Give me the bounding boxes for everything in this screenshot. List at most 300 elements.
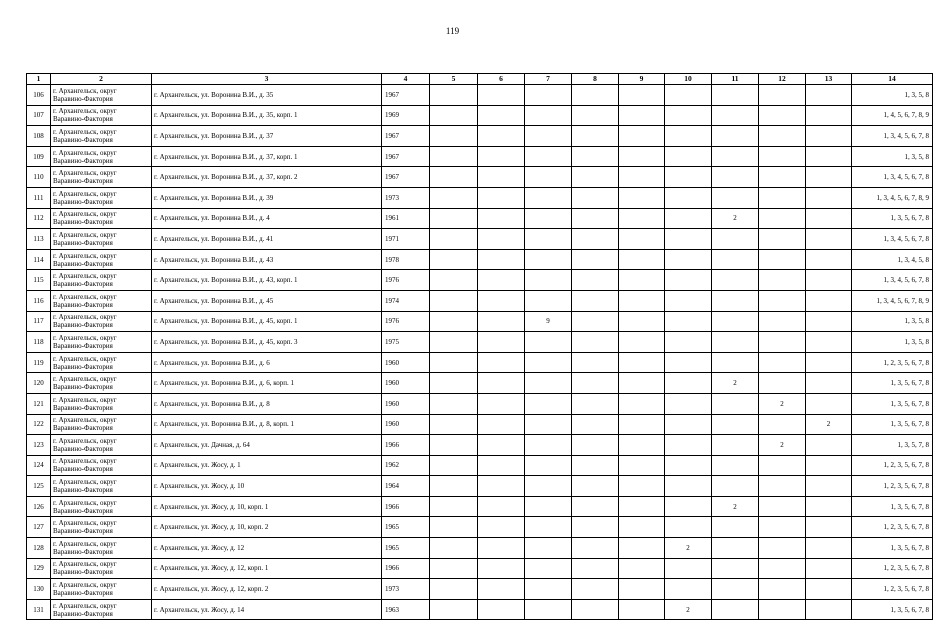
address-cell: г. Архангельск, ул. Воронина В.И., д. 45, корп. 3 [152, 332, 382, 353]
col12-cell [759, 373, 806, 394]
col12-cell [759, 290, 806, 311]
col6-cell [478, 146, 525, 167]
col6-cell [478, 414, 525, 435]
col5-cell [430, 249, 478, 270]
year-cell: 1976 [382, 270, 430, 291]
district-cell: г. Архангельск, округ Варавино-Фактория [51, 352, 152, 373]
address-cell: г. Архангельск, ул. Воронина В.И., д. 35, корп. 1 [152, 105, 382, 126]
col13-cell [806, 85, 852, 106]
col9-cell [619, 476, 665, 497]
col12-cell [759, 229, 806, 250]
col13-cell [806, 455, 852, 476]
col13-cell [806, 373, 852, 394]
district-cell: г. Архангельск, округ Варавино-Фактория [51, 208, 152, 229]
district-cell: г. Архангельск, округ Варавино-Фактория [51, 146, 152, 167]
col11-cell [712, 85, 759, 106]
col7-cell [525, 167, 572, 188]
col9-cell [619, 126, 665, 147]
col8-cell [572, 146, 619, 167]
district-cell: г. Архангельск, округ Варавино-Фактория [51, 187, 152, 208]
col11-cell [712, 229, 759, 250]
address-cell: г. Архангельск, ул. Жосу, д. 10, корп. 1 [152, 496, 382, 517]
col7-cell [525, 455, 572, 476]
col5-cell [430, 455, 478, 476]
district-cell: г. Архангельск, округ Варавино-Фактория [51, 558, 152, 579]
col9-cell [619, 352, 665, 373]
year-cell: 1960 [382, 414, 430, 435]
col11-cell: 2 [712, 373, 759, 394]
col5-cell [430, 352, 478, 373]
row-number: 123 [27, 435, 51, 456]
col12-cell [759, 538, 806, 559]
col10-cell [665, 352, 712, 373]
col11-cell [712, 290, 759, 311]
col14-cell [852, 229, 933, 250]
col14-text: 1, 3, 4, 5, 6, 7, 8, 9 [876, 193, 929, 202]
address-cell: г. Архангельск, ул. Воронина В.И., д. 6 [152, 352, 382, 373]
column-header: 7 [525, 74, 572, 85]
column-header: 9 [619, 74, 665, 85]
col6-cell [478, 249, 525, 270]
column-header: 1 [27, 74, 51, 85]
table-row [27, 414, 933, 435]
col10-cell [665, 249, 712, 270]
col8-cell [572, 126, 619, 147]
row-number: 122 [27, 414, 51, 435]
col12-cell [759, 414, 806, 435]
col14-text: 1, 3, 5, 8 [904, 337, 929, 346]
col9-cell [619, 332, 665, 353]
housing-table [26, 73, 933, 620]
col5-cell [430, 105, 478, 126]
col6-cell [478, 599, 525, 620]
table-row [27, 558, 933, 579]
row-number: 128 [27, 538, 51, 559]
row-number: 117 [27, 311, 51, 332]
col10-cell [665, 393, 712, 414]
col5-cell [430, 579, 478, 600]
col8-cell [572, 558, 619, 579]
col9-cell [619, 455, 665, 476]
col7-cell [525, 579, 572, 600]
col12-cell [759, 105, 806, 126]
year-cell: 1960 [382, 373, 430, 394]
col5-cell [430, 435, 478, 456]
col12-cell [759, 208, 806, 229]
col10-cell [665, 455, 712, 476]
col12-cell: 2 [759, 435, 806, 456]
year-cell: 1969 [382, 105, 430, 126]
col5-cell [430, 599, 478, 620]
col5-cell [430, 538, 478, 559]
col11-cell [712, 167, 759, 188]
district-cell: г. Архангельск, округ Варавино-Фактория [51, 373, 152, 394]
col13-cell [806, 599, 852, 620]
col11-cell [712, 352, 759, 373]
col13-cell [806, 435, 852, 456]
col7-cell [525, 332, 572, 353]
col10-cell [665, 105, 712, 126]
table-row [27, 187, 933, 208]
col7-cell [525, 373, 572, 394]
col10-cell [665, 414, 712, 435]
column-header: 13 [806, 74, 852, 85]
col5-cell [430, 126, 478, 147]
address-cell: г. Архангельск, ул. Жосу, д. 1 [152, 455, 382, 476]
address-cell: г. Архангельск, ул. Воронина В.И., д. 8, корп. 1 [152, 414, 382, 435]
col5-cell [430, 146, 478, 167]
row-number: 107 [27, 105, 51, 126]
col11-cell [712, 517, 759, 538]
col12-cell [759, 517, 806, 538]
col11-cell: 2 [712, 496, 759, 517]
col11-cell [712, 393, 759, 414]
col12-cell [759, 187, 806, 208]
col11-cell [712, 414, 759, 435]
col8-cell [572, 476, 619, 497]
col9-cell [619, 599, 665, 620]
col14-text: 1, 3, 5, 8 [904, 90, 929, 99]
col14-cell [852, 599, 933, 620]
table-row [27, 517, 933, 538]
col5-cell [430, 496, 478, 517]
district-cell: г. Архангельск, округ Варавино-Фактория [51, 599, 152, 620]
col6-cell [478, 558, 525, 579]
row-number: 110 [27, 167, 51, 188]
col14-text: 1, 2, 3, 5, 6, 7, 8 [883, 358, 929, 367]
col14-cell [852, 476, 933, 497]
address-cell: г. Архангельск, ул. Жосу, д. 14 [152, 599, 382, 620]
year-cell: 1978 [382, 249, 430, 270]
col9-cell [619, 208, 665, 229]
address-cell: г. Архангельск, ул. Воронина В.И., д. 37, корп. 1 [152, 146, 382, 167]
year-cell: 1967 [382, 85, 430, 106]
table-row [27, 167, 933, 188]
col14-text: 1, 2, 3, 5, 6, 7, 8 [883, 482, 929, 491]
col9-cell [619, 393, 665, 414]
col9-cell [619, 538, 665, 559]
col5-cell [430, 393, 478, 414]
district-cell: г. Архангельск, округ Варавино-Фактория [51, 126, 152, 147]
col12-cell [759, 599, 806, 620]
district-cell: г. Архангельск, округ Варавино-Фактория [51, 290, 152, 311]
col5-cell [430, 229, 478, 250]
year-cell: 1967 [382, 126, 430, 147]
col6-cell [478, 229, 525, 250]
col5-cell [430, 414, 478, 435]
column-header: 10 [665, 74, 712, 85]
row-number: 126 [27, 496, 51, 517]
col9-cell [619, 146, 665, 167]
year-cell: 1965 [382, 517, 430, 538]
col8-cell [572, 270, 619, 291]
col11-cell [712, 435, 759, 456]
col13-cell [806, 208, 852, 229]
district-cell: г. Архангельск, округ Варавино-Фактория [51, 435, 152, 456]
table-row [27, 455, 933, 476]
col8-cell [572, 352, 619, 373]
table-row [27, 85, 933, 106]
col13-cell [806, 476, 852, 497]
col10-cell [665, 167, 712, 188]
col11-cell [712, 476, 759, 497]
table-row [27, 105, 933, 126]
address-cell: г. Архангельск, ул. Воронина В.И., д. 39 [152, 187, 382, 208]
table-row [27, 476, 933, 497]
district-cell: г. Архангельск, округ Варавино-Фактория [51, 517, 152, 538]
col7-cell: 9 [525, 311, 572, 332]
col5-cell [430, 167, 478, 188]
col8-cell [572, 290, 619, 311]
district-cell: г. Архангельск, округ Варавино-Фактория [51, 538, 152, 559]
col14-text: 1, 3, 5, 6, 7, 8 [890, 543, 929, 552]
col14-text: 1, 3, 4, 5, 6, 7, 8 [883, 173, 929, 182]
year-cell: 1966 [382, 558, 430, 579]
col7-cell [525, 146, 572, 167]
table-row [27, 249, 933, 270]
district-cell: г. Архангельск, округ Варавино-Фактория [51, 579, 152, 600]
col7-cell [525, 538, 572, 559]
table-row [27, 270, 933, 291]
address-cell: г. Архангельск, ул. Воронина В.И., д. 8 [152, 393, 382, 414]
column-header: 3 [152, 74, 382, 85]
col8-cell [572, 414, 619, 435]
row-number: 120 [27, 373, 51, 394]
col13-cell [806, 167, 852, 188]
col9-cell [619, 311, 665, 332]
col6-cell [478, 538, 525, 559]
col14-text: 1, 3, 4, 5, 6, 7, 8 [883, 234, 929, 243]
col6-cell [478, 187, 525, 208]
col14-cell [852, 85, 933, 106]
col5-cell [430, 187, 478, 208]
col7-cell [525, 476, 572, 497]
col14-text: 1, 3, 5, 6, 7, 8 [890, 605, 929, 614]
col12-cell [759, 126, 806, 147]
col8-cell [572, 311, 619, 332]
col6-cell [478, 332, 525, 353]
address-cell: г. Архангельск, ул. Воронина В.И., д. 35 [152, 85, 382, 106]
col12-cell [759, 249, 806, 270]
col14-cell [852, 311, 933, 332]
column-header: 12 [759, 74, 806, 85]
col7-cell [525, 435, 572, 456]
year-cell: 1975 [382, 332, 430, 353]
col7-cell [525, 249, 572, 270]
col10-cell [665, 373, 712, 394]
table-body [27, 85, 933, 620]
col8-cell [572, 105, 619, 126]
table-row [27, 208, 933, 229]
col14-text: 1, 3, 5, 6, 7, 8 [890, 502, 929, 511]
table-row [27, 290, 933, 311]
col11-cell [712, 249, 759, 270]
col11-cell [712, 126, 759, 147]
col10-cell [665, 146, 712, 167]
col7-cell [525, 105, 572, 126]
row-number: 109 [27, 146, 51, 167]
col11-cell [712, 105, 759, 126]
district-cell: г. Архангельск, округ Варавино-Фактория [51, 414, 152, 435]
col13-cell [806, 538, 852, 559]
col14-cell [852, 146, 933, 167]
col6-cell [478, 579, 525, 600]
col14-cell [852, 435, 933, 456]
col7-cell [525, 599, 572, 620]
col8-cell [572, 229, 619, 250]
address-cell: г. Архангельск, ул. Дачная, д. 64 [152, 435, 382, 456]
year-cell: 1976 [382, 311, 430, 332]
col14-cell [852, 496, 933, 517]
col5-cell [430, 476, 478, 497]
address-cell: г. Архангельск, ул. Воронина В.И., д. 45, корп. 1 [152, 311, 382, 332]
address-cell: г. Архангельск, ул. Жосу, д. 12, корп. 1 [152, 558, 382, 579]
row-number: 127 [27, 517, 51, 538]
year-cell: 1966 [382, 435, 430, 456]
col6-cell [478, 311, 525, 332]
year-cell: 1967 [382, 146, 430, 167]
col10-cell [665, 332, 712, 353]
col9-cell [619, 517, 665, 538]
district-cell: г. Архангельск, округ Варавино-Фактория [51, 496, 152, 517]
col9-cell [619, 579, 665, 600]
col11-cell [712, 599, 759, 620]
table-row [27, 496, 933, 517]
table-row [27, 599, 933, 620]
col14-text: 1, 3, 4, 5, 6, 7, 8, 9 [876, 296, 929, 305]
col14-text: 1, 3, 4, 5, 6, 7, 8 [883, 131, 929, 140]
col6-cell [478, 270, 525, 291]
col8-cell [572, 187, 619, 208]
col13-cell [806, 311, 852, 332]
col8-cell [572, 538, 619, 559]
col7-cell [525, 414, 572, 435]
col7-cell [525, 85, 572, 106]
col13-cell [806, 517, 852, 538]
address-cell: г. Архангельск, ул. Жосу, д. 10, корп. 2 [152, 517, 382, 538]
col13-cell [806, 393, 852, 414]
year-cell: 1973 [382, 579, 430, 600]
col8-cell [572, 332, 619, 353]
table-row [27, 332, 933, 353]
col5-cell [430, 270, 478, 291]
address-cell: г. Архангельск, ул. Воронина В.И., д. 37 [152, 126, 382, 147]
table-row [27, 352, 933, 373]
col5-cell [430, 517, 478, 538]
col5-cell [430, 558, 478, 579]
col7-cell [525, 270, 572, 291]
district-cell: г. Архангельск, округ Варавино-Фактория [51, 270, 152, 291]
col9-cell [619, 85, 665, 106]
col14-cell [852, 558, 933, 579]
col13-cell [806, 352, 852, 373]
address-cell: г. Архангельск, ул. Воронина В.И., д. 41 [152, 229, 382, 250]
address-cell: г. Архангельск, ул. Жосу, д. 12 [152, 538, 382, 559]
col12-cell [759, 167, 806, 188]
col10-cell: 2 [665, 538, 712, 559]
col14-text: 1, 2, 3, 5, 6, 7, 8 [883, 585, 929, 594]
col9-cell [619, 435, 665, 456]
year-cell: 1974 [382, 290, 430, 311]
column-header: 2 [51, 74, 152, 85]
col13-cell: 2 [806, 414, 852, 435]
address-cell: г. Архангельск, ул. Воронина В.И., д. 43, корп. 1 [152, 270, 382, 291]
district-cell: г. Архангельск, округ Варавино-Фактория [51, 249, 152, 270]
col10-cell [665, 187, 712, 208]
column-header: 6 [478, 74, 525, 85]
table-row [27, 126, 933, 147]
row-number: 112 [27, 208, 51, 229]
col13-cell [806, 290, 852, 311]
col10-cell [665, 435, 712, 456]
col8-cell [572, 455, 619, 476]
col5-cell [430, 373, 478, 394]
year-cell: 1967 [382, 167, 430, 188]
col7-cell [525, 496, 572, 517]
year-cell: 1971 [382, 229, 430, 250]
col9-cell [619, 270, 665, 291]
col13-cell [806, 126, 852, 147]
col7-cell [525, 558, 572, 579]
col9-cell [619, 496, 665, 517]
col6-cell [478, 352, 525, 373]
col8-cell [572, 579, 619, 600]
col8-cell [572, 373, 619, 394]
col9-cell [619, 290, 665, 311]
col9-cell [619, 373, 665, 394]
col14-cell [852, 105, 933, 126]
col12-cell [759, 85, 806, 106]
col14-cell [852, 126, 933, 147]
col10-cell [665, 311, 712, 332]
col6-cell [478, 290, 525, 311]
col8-cell [572, 599, 619, 620]
row-number: 111 [27, 187, 51, 208]
col13-cell [806, 270, 852, 291]
col14-text: 1, 2, 3, 5, 6, 7, 8 [883, 461, 929, 470]
table-row [27, 579, 933, 600]
col10-cell [665, 476, 712, 497]
address-cell: г. Архангельск, ул. Воронина В.И., д. 6, корп. 1 [152, 373, 382, 394]
col8-cell [572, 208, 619, 229]
col14-text: 1, 2, 3, 5, 6, 7, 8 [883, 523, 929, 532]
col12-cell [759, 496, 806, 517]
col14-cell [852, 517, 933, 538]
col5-cell [430, 85, 478, 106]
table-row [27, 538, 933, 559]
year-cell: 1973 [382, 187, 430, 208]
col6-cell [478, 373, 525, 394]
row-number: 129 [27, 558, 51, 579]
col11-cell [712, 311, 759, 332]
col13-cell [806, 187, 852, 208]
col9-cell [619, 558, 665, 579]
row-number: 118 [27, 332, 51, 353]
col12-cell [759, 332, 806, 353]
address-cell: г. Архангельск, ул. Воронина В.И., д. 45 [152, 290, 382, 311]
column-header: 5 [430, 74, 478, 85]
table-row [27, 311, 933, 332]
col14-cell [852, 579, 933, 600]
col10-cell [665, 270, 712, 291]
col12-cell [759, 455, 806, 476]
table-row [27, 373, 933, 394]
col6-cell [478, 455, 525, 476]
col8-cell [572, 393, 619, 414]
col12-cell [759, 270, 806, 291]
address-cell: г. Архангельск, ул. Жосу, д. 12, корп. 2 [152, 579, 382, 600]
col5-cell [430, 208, 478, 229]
